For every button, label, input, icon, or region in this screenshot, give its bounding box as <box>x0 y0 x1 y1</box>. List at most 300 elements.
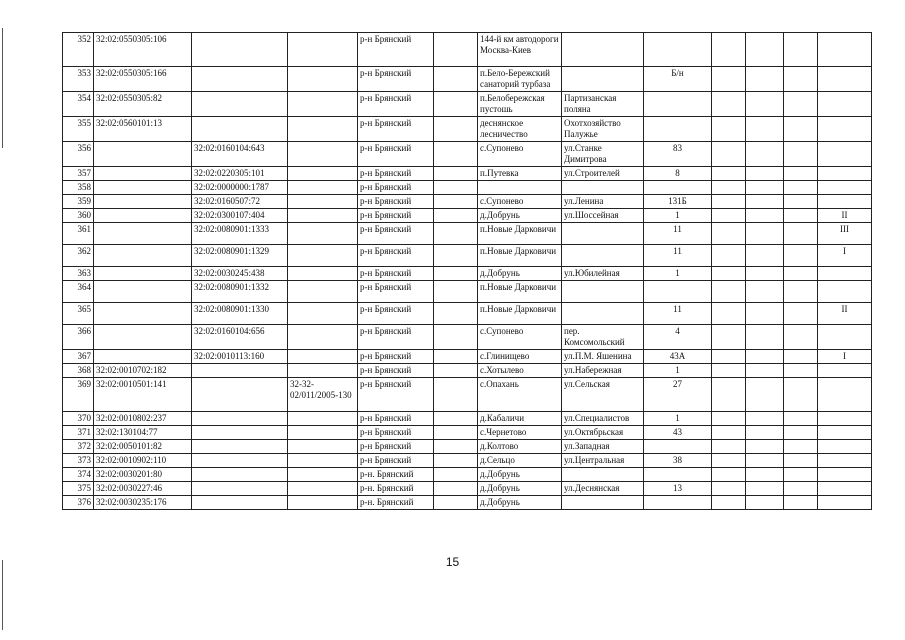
building-cadastral-number: 32:02:0000000:1787 <box>192 181 288 195</box>
house-number: 4 <box>644 325 712 350</box>
table-row <box>63 440 872 454</box>
blank-cell <box>784 223 818 245</box>
row-number: 363 <box>63 267 94 281</box>
cadastral-number: 32:02:0010902:110 <box>94 454 192 468</box>
street <box>562 181 644 195</box>
building-cadastral-number: 32:02:0160507:72 <box>192 195 288 209</box>
street: ул.П.М. Яшенина <box>562 350 644 364</box>
blank-cell <box>434 181 478 195</box>
blank-cell <box>746 181 784 195</box>
cadastral-number: 32:02:0560101:13 <box>94 117 192 142</box>
building-cadastral-number <box>192 378 288 412</box>
blank-cell <box>784 454 818 468</box>
table-row <box>63 281 872 303</box>
street <box>562 496 644 510</box>
cadastral-number: 32:02:0550305:82 <box>94 92 192 117</box>
blank-cell <box>434 167 478 181</box>
row-number: 369 <box>63 378 94 412</box>
district: р-н Брянский <box>358 412 434 426</box>
registration-number <box>288 350 358 364</box>
building-cadastral-number: 32:02:0220305:101 <box>192 167 288 181</box>
street: ул.Октябрьская <box>562 426 644 440</box>
district: р-н Брянский <box>358 33 434 67</box>
street: ул.Центральная <box>562 454 644 468</box>
blank-cell <box>434 67 478 92</box>
registration-number <box>288 364 358 378</box>
house-number: 8 <box>644 167 712 181</box>
row-number: 360 <box>63 209 94 223</box>
blank-cell <box>746 167 784 181</box>
district: р-н Брянский <box>358 181 434 195</box>
registry-table-body <box>63 33 872 510</box>
street: ул.Станке Димитрова <box>562 142 644 167</box>
row-number: 359 <box>63 195 94 209</box>
building-cadastral-number: 32:02:0080901:1330 <box>192 303 288 325</box>
registration-number <box>288 454 358 468</box>
district: р-н Брянский <box>358 303 434 325</box>
building-number <box>818 117 872 142</box>
blank-cell <box>746 412 784 426</box>
building-cadastral-number <box>192 454 288 468</box>
blank-cell <box>712 378 746 412</box>
street: ул.Деснянская <box>562 482 644 496</box>
blank-cell <box>746 245 784 267</box>
cadastral-number <box>94 245 192 267</box>
building-cadastral-number <box>192 364 288 378</box>
blank-cell <box>784 142 818 167</box>
blank-cell <box>784 426 818 440</box>
building-number <box>818 378 872 412</box>
registration-number <box>288 245 358 267</box>
table-row <box>63 350 872 364</box>
blank-cell <box>746 468 784 482</box>
district: р-н Брянский <box>358 167 434 181</box>
table-row <box>63 303 872 325</box>
district: р-н Брянский <box>358 454 434 468</box>
blank-cell <box>784 412 818 426</box>
blank-cell <box>784 117 818 142</box>
blank-cell <box>746 142 784 167</box>
building-number: II <box>818 209 872 223</box>
building-number <box>818 364 872 378</box>
building-number <box>818 482 872 496</box>
blank-cell <box>434 92 478 117</box>
blank-cell <box>434 350 478 364</box>
building-number <box>818 412 872 426</box>
building-cadastral-number <box>192 67 288 92</box>
street: ул.Шоссейная <box>562 209 644 223</box>
cadastral-number: 32:02:130104:77 <box>94 426 192 440</box>
blank-cell <box>784 482 818 496</box>
building-cadastral-number <box>192 412 288 426</box>
locality: с.Глинищево <box>478 350 562 364</box>
locality: п.Новые Дарковичи <box>478 303 562 325</box>
locality: д.Добрунь <box>478 482 562 496</box>
blank-cell <box>712 67 746 92</box>
row-number: 362 <box>63 245 94 267</box>
registration-number <box>288 496 358 510</box>
blank-cell <box>434 281 478 303</box>
building-cadastral-number: 32:02:0160104:643 <box>192 142 288 167</box>
district: р-н Брянский <box>358 209 434 223</box>
blank-cell <box>746 117 784 142</box>
blank-cell <box>712 426 746 440</box>
blank-cell <box>712 496 746 510</box>
blank-cell <box>746 350 784 364</box>
house-number: Б/н <box>644 67 712 92</box>
locality: с.Супонево <box>478 142 562 167</box>
cadastral-number <box>94 181 192 195</box>
cadastral-number: 32:02:0010702:182 <box>94 364 192 378</box>
locality: п.Новые Дарковичи <box>478 245 562 267</box>
cadastral-number <box>94 267 192 281</box>
building-cadastral-number: 32:02:0080901:1332 <box>192 281 288 303</box>
building-cadastral-number <box>192 496 288 510</box>
house-number: 38 <box>644 454 712 468</box>
cadastral-number <box>94 209 192 223</box>
table-row <box>63 482 872 496</box>
blank-cell <box>784 378 818 412</box>
blank-cell <box>434 209 478 223</box>
table-row <box>63 426 872 440</box>
table-row <box>63 468 872 482</box>
street <box>562 33 644 67</box>
district: р-н Брянский <box>358 223 434 245</box>
street <box>562 468 644 482</box>
registration-number: 32-32-02/011/2005-130 <box>288 378 358 412</box>
registration-number <box>288 325 358 350</box>
blank-cell <box>434 142 478 167</box>
street: Партизанская поляна <box>562 92 644 117</box>
building-number <box>818 454 872 468</box>
scan-edge-line-bottom <box>2 560 3 630</box>
table-row <box>63 117 872 142</box>
blank-cell <box>434 364 478 378</box>
district: р-н Брянский <box>358 117 434 142</box>
blank-cell <box>434 454 478 468</box>
district: р-н Брянский <box>358 426 434 440</box>
blank-cell <box>784 325 818 350</box>
house-number: 43 <box>644 426 712 440</box>
district: р-н Брянский <box>358 67 434 92</box>
district: р-н Брянский <box>358 325 434 350</box>
blank-cell <box>784 468 818 482</box>
district: р-н Брянский <box>358 267 434 281</box>
blank-cell <box>712 468 746 482</box>
table-row <box>63 496 872 510</box>
locality: деснянское лесничество <box>478 117 562 142</box>
building-cadastral-number <box>192 440 288 454</box>
house-number <box>644 468 712 482</box>
house-number: 83 <box>644 142 712 167</box>
locality: д.Добрунь <box>478 267 562 281</box>
row-number: 375 <box>63 482 94 496</box>
row-number: 376 <box>63 496 94 510</box>
registration-number <box>288 482 358 496</box>
blank-cell <box>712 440 746 454</box>
blank-cell <box>434 412 478 426</box>
district: р-н Брянский <box>358 281 434 303</box>
building-number <box>818 142 872 167</box>
blank-cell <box>712 454 746 468</box>
street: Охотхозяйство Палужье <box>562 117 644 142</box>
blank-cell <box>784 496 818 510</box>
row-number: 364 <box>63 281 94 303</box>
house-number: 11 <box>644 303 712 325</box>
registration-number <box>288 303 358 325</box>
house-number: 1 <box>644 209 712 223</box>
building-number <box>818 325 872 350</box>
cadastral-number: 32:02:0550305:166 <box>94 67 192 92</box>
cadastral-number <box>94 325 192 350</box>
blank-cell <box>712 303 746 325</box>
table-row <box>63 142 872 167</box>
house-number <box>644 440 712 454</box>
cadastral-number: 32:02:0010501:141 <box>94 378 192 412</box>
building-number <box>818 33 872 67</box>
blank-cell <box>746 92 784 117</box>
blank-cell <box>746 440 784 454</box>
street <box>562 245 644 267</box>
building-cadastral-number: 32:02:0300107:404 <box>192 209 288 223</box>
building-cadastral-number: 32:02:0160104:656 <box>192 325 288 350</box>
street <box>562 67 644 92</box>
row-number: 352 <box>63 33 94 67</box>
building-number: II <box>818 303 872 325</box>
house-number <box>644 33 712 67</box>
blank-cell <box>434 325 478 350</box>
registration-number <box>288 67 358 92</box>
district: р-н. Брянский <box>358 482 434 496</box>
blank-cell <box>784 350 818 364</box>
blank-cell <box>784 67 818 92</box>
row-number: 370 <box>63 412 94 426</box>
blank-cell <box>434 267 478 281</box>
blank-cell <box>434 468 478 482</box>
district: р-н Брянский <box>358 440 434 454</box>
building-number <box>818 440 872 454</box>
locality: с.Супонево <box>478 195 562 209</box>
blank-cell <box>434 378 478 412</box>
row-number: 361 <box>63 223 94 245</box>
blank-cell <box>712 412 746 426</box>
registration-number <box>288 92 358 117</box>
registration-number <box>288 223 358 245</box>
registration-number <box>288 209 358 223</box>
cadastral-number: 32:02:0010802:237 <box>94 412 192 426</box>
house-number: 11 <box>644 245 712 267</box>
blank-cell <box>746 209 784 223</box>
street <box>562 223 644 245</box>
building-number: I <box>818 245 872 267</box>
cadastral-number: 32:02:0030235:176 <box>94 496 192 510</box>
blank-cell <box>712 223 746 245</box>
blank-cell <box>746 303 784 325</box>
locality: с.Хотылево <box>478 364 562 378</box>
building-cadastral-number <box>192 33 288 67</box>
blank-cell <box>434 496 478 510</box>
blank-cell <box>784 167 818 181</box>
table-row <box>63 167 872 181</box>
building-number <box>818 195 872 209</box>
locality: 144-й км автодороги Москва-Киев <box>478 33 562 67</box>
district: р-н Брянский <box>358 378 434 412</box>
blank-cell <box>784 181 818 195</box>
street: ул.Набережная <box>562 364 644 378</box>
building-cadastral-number <box>192 117 288 142</box>
blank-cell <box>712 245 746 267</box>
blank-cell <box>784 281 818 303</box>
house-number <box>644 281 712 303</box>
building-number <box>818 496 872 510</box>
building-number: I <box>818 350 872 364</box>
row-number: 358 <box>63 181 94 195</box>
cadastral-number <box>94 281 192 303</box>
blank-cell <box>784 92 818 117</box>
row-number: 374 <box>63 468 94 482</box>
building-number: III <box>818 223 872 245</box>
street: ул.Юбилейная <box>562 267 644 281</box>
page-number: 15 <box>445 555 460 569</box>
blank-cell <box>784 364 818 378</box>
house-number: 11 <box>644 223 712 245</box>
cadastral-number <box>94 167 192 181</box>
table-row <box>63 267 872 281</box>
row-number: 368 <box>63 364 94 378</box>
street: ул.Строителей <box>562 167 644 181</box>
street <box>562 303 644 325</box>
locality: с.Чернетово <box>478 426 562 440</box>
blank-cell <box>746 281 784 303</box>
row-number: 371 <box>63 426 94 440</box>
row-number: 365 <box>63 303 94 325</box>
locality: д.Добрунь <box>478 496 562 510</box>
building-number <box>818 167 872 181</box>
blank-cell <box>746 67 784 92</box>
registration-number <box>288 440 358 454</box>
building-cadastral-number <box>192 482 288 496</box>
blank-cell <box>712 33 746 67</box>
building-number <box>818 92 872 117</box>
row-number: 367 <box>63 350 94 364</box>
house-number: 27 <box>644 378 712 412</box>
blank-cell <box>746 195 784 209</box>
blank-cell <box>746 496 784 510</box>
registration-number <box>288 195 358 209</box>
blank-cell <box>784 303 818 325</box>
table-row <box>63 33 872 67</box>
district: р-н Брянский <box>358 92 434 117</box>
registration-number <box>288 142 358 167</box>
blank-cell <box>784 440 818 454</box>
row-number: 356 <box>63 142 94 167</box>
house-number <box>644 181 712 195</box>
district: р-н. Брянский <box>358 496 434 510</box>
registration-number <box>288 281 358 303</box>
building-cadastral-number <box>192 468 288 482</box>
blank-cell <box>712 167 746 181</box>
blank-cell <box>712 92 746 117</box>
locality: д.Добрунь <box>478 209 562 223</box>
cadastral-number: 32:02:0030227:46 <box>94 482 192 496</box>
district: р-н Брянский <box>358 195 434 209</box>
row-number: 366 <box>63 325 94 350</box>
house-number: 43А <box>644 350 712 364</box>
district: р-н Брянский <box>358 364 434 378</box>
blank-cell <box>712 482 746 496</box>
house-number <box>644 496 712 510</box>
house-number: 1 <box>644 267 712 281</box>
district: р-н. Брянский <box>358 468 434 482</box>
row-number: 355 <box>63 117 94 142</box>
house-number: 1 <box>644 364 712 378</box>
house-number: 13 <box>644 482 712 496</box>
building-number <box>818 67 872 92</box>
table-row <box>63 181 872 195</box>
blank-cell <box>434 245 478 267</box>
row-number: 372 <box>63 440 94 454</box>
building-cadastral-number: 32:02:0010113:160 <box>192 350 288 364</box>
blank-cell <box>712 181 746 195</box>
building-cadastral-number: 32:02:0080901:1333 <box>192 223 288 245</box>
blank-cell <box>746 454 784 468</box>
locality: д.Сельцо <box>478 454 562 468</box>
building-number <box>818 181 872 195</box>
locality: д.Колтово <box>478 440 562 454</box>
blank-cell <box>712 117 746 142</box>
table-row <box>63 245 872 267</box>
house-number <box>644 92 712 117</box>
locality: д.Добрунь <box>478 468 562 482</box>
blank-cell <box>434 33 478 67</box>
building-number <box>818 281 872 303</box>
cadastral-number: 32:02:0030201:80 <box>94 468 192 482</box>
blank-cell <box>712 281 746 303</box>
cadastral-number <box>94 223 192 245</box>
locality: п.Бело-Бережский санаторий турбаза <box>478 67 562 92</box>
table-row <box>63 195 872 209</box>
locality: с.Супонево <box>478 325 562 350</box>
building-number <box>818 468 872 482</box>
cadastral-number: 32:02:0550305:106 <box>94 33 192 67</box>
building-cadastral-number: 32:02:0080901:1329 <box>192 245 288 267</box>
blank-cell <box>746 482 784 496</box>
blank-cell <box>784 267 818 281</box>
cadastral-number <box>94 195 192 209</box>
blank-cell <box>784 209 818 223</box>
blank-cell <box>746 378 784 412</box>
blank-cell <box>712 142 746 167</box>
blank-cell <box>784 245 818 267</box>
blank-cell <box>746 223 784 245</box>
table-row <box>63 92 872 117</box>
blank-cell <box>746 325 784 350</box>
district: р-н Брянский <box>358 245 434 267</box>
blank-cell <box>784 33 818 67</box>
building-cadastral-number <box>192 92 288 117</box>
blank-cell <box>434 223 478 245</box>
blank-cell <box>434 482 478 496</box>
blank-cell <box>784 195 818 209</box>
registration-number <box>288 468 358 482</box>
street: ул.Западная <box>562 440 644 454</box>
street: ул.Специалистов <box>562 412 644 426</box>
blank-cell <box>712 364 746 378</box>
registration-number <box>288 167 358 181</box>
blank-cell <box>746 426 784 440</box>
district: р-н Брянский <box>358 350 434 364</box>
blank-cell <box>712 209 746 223</box>
